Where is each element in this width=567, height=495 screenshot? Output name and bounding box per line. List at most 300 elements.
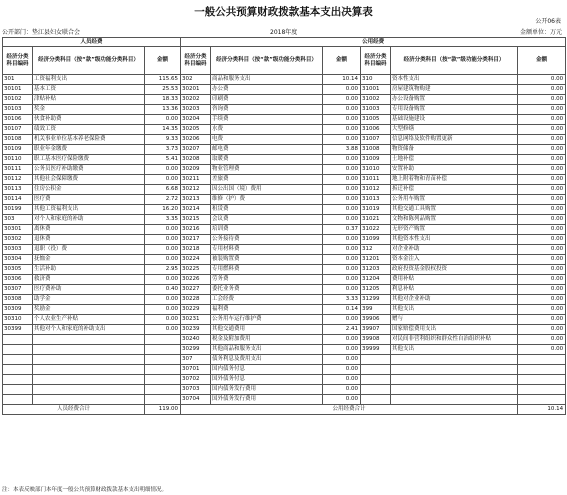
cell-name: 咨询费 — [211, 105, 323, 115]
cell-code: 30227 — [181, 285, 211, 295]
cell-name: 其他对企业补助 — [391, 295, 518, 305]
table-row — [3, 375, 566, 385]
cell-code — [3, 365, 33, 375]
cell-amount: 0.00 — [323, 115, 361, 125]
cell-amount: 0.00 — [518, 155, 566, 165]
cell-name: 水费 — [211, 125, 323, 135]
cell-code: 30228 — [181, 295, 211, 305]
table-row — [3, 365, 566, 375]
cell-name — [33, 335, 145, 345]
cell-amount: 0.00 — [518, 325, 566, 335]
report-header — [2, 27, 565, 36]
cell-code: 31009 — [361, 155, 391, 165]
cell-name: 差旅费 — [211, 175, 323, 185]
table-row — [3, 295, 566, 305]
cell-amount: 0.00 — [323, 355, 361, 365]
cell-code: 30208 — [181, 155, 211, 165]
cell-name: 生活补助 — [33, 265, 145, 275]
form-code: 公开06表 — [535, 18, 561, 25]
table-row — [3, 185, 566, 195]
cell-amount: 0.00 — [145, 295, 181, 305]
cell-amount: 0.00 — [323, 375, 361, 385]
cell-code: 31006 — [361, 125, 391, 135]
column-header-code: 经济分类科目编码 — [181, 47, 211, 75]
cell-code: 31003 — [361, 105, 391, 115]
cell-code: 30204 — [181, 115, 211, 125]
cell-code: 30199 — [3, 205, 33, 215]
fiscal-year: 2018年度 — [270, 29, 298, 36]
cell-amount: 13.36 — [145, 105, 181, 115]
cell-name: 维修（护）费 — [211, 195, 323, 205]
cell-name: 费用补贴 — [391, 275, 518, 285]
cell-code: 399 — [361, 305, 391, 315]
cell-name: 资本性支出 — [391, 75, 518, 85]
cell-amount: 10.14 — [323, 75, 361, 85]
cell-amount: 0.00 — [518, 245, 566, 255]
column-header-name: 经济分类科目（按“款”级功能分类科目） — [33, 47, 145, 75]
cell-amount — [145, 355, 181, 365]
cell-name: 无形资产购置 — [391, 225, 518, 235]
cell-name: 国外债务付息 — [211, 375, 323, 385]
cell-code: 30113 — [3, 185, 33, 195]
cell-name: 物资储备 — [391, 145, 518, 155]
cell-amount: 115.65 — [145, 75, 181, 85]
cell-name — [391, 385, 518, 395]
cell-amount: 0.00 — [323, 285, 361, 295]
cell-name: 其他支出 — [391, 305, 518, 315]
personnel-total-value: 119.00 — [145, 405, 181, 415]
cell-code: 30106 — [3, 115, 33, 125]
cell-code: 303 — [3, 215, 33, 225]
cell-amount: 0.00 — [323, 125, 361, 135]
cell-name: 其他商品和服务支出 — [211, 345, 323, 355]
cell-amount: 0.00 — [323, 105, 361, 115]
column-header-row — [3, 47, 566, 75]
table-row — [3, 325, 566, 335]
table-row — [3, 255, 566, 265]
cell-code: 30306 — [3, 275, 33, 285]
cell-amount: 0.00 — [323, 315, 361, 325]
cell-amount — [518, 365, 566, 375]
cell-code: 31008 — [361, 145, 391, 155]
cell-name: 住房公积金 — [33, 185, 145, 195]
cell-amount — [145, 395, 181, 405]
cell-code: 31022 — [361, 225, 391, 235]
cell-amount: 0.00 — [145, 235, 181, 245]
cell-name: 离休费 — [33, 225, 145, 235]
cell-code: 30702 — [181, 375, 211, 385]
table-row — [3, 155, 566, 165]
cell-amount: 0.00 — [323, 215, 361, 225]
cell-code: 30304 — [3, 255, 33, 265]
cell-code: 30109 — [3, 145, 33, 155]
cell-amount: 3.73 — [145, 145, 181, 155]
cell-amount — [145, 335, 181, 345]
cell-code: 30201 — [181, 85, 211, 95]
cell-amount: 0.00 — [323, 205, 361, 215]
table-row — [3, 385, 566, 395]
cell-name: 机关事业单位基本养老保险费 — [33, 135, 145, 145]
cell-amount: 0.00 — [323, 235, 361, 245]
cell-amount: 0.00 — [323, 365, 361, 375]
column-header-name: 经济分类科目（按“款”级功能分类科目） — [391, 47, 518, 75]
cell-name: 救济费 — [33, 275, 145, 285]
cell-name: 国内债务发行费用 — [211, 385, 323, 395]
table-row — [3, 275, 566, 285]
cell-name: 奖励金 — [33, 305, 145, 315]
cell-amount: 0.00 — [518, 185, 566, 195]
cell-name: 公务员医疗补助缴费 — [33, 165, 145, 175]
cell-amount: 0.00 — [518, 235, 566, 245]
cell-name: 房屋建筑物购建 — [391, 85, 518, 95]
cell-amount: 0.00 — [145, 175, 181, 185]
cell-amount: 0.00 — [145, 275, 181, 285]
cell-name — [391, 375, 518, 385]
cell-code: 30213 — [181, 195, 211, 205]
cell-code: 39999 — [361, 345, 391, 355]
cell-amount — [145, 345, 181, 355]
cell-code: 31013 — [361, 195, 391, 205]
cell-name — [391, 355, 518, 365]
cell-code: 30704 — [181, 395, 211, 405]
cell-amount: 9.33 — [145, 135, 181, 145]
cell-name: 公务用车运行维护费 — [211, 315, 323, 325]
cell-code: 30102 — [3, 95, 33, 105]
cell-name: 对个人和家庭的补助 — [33, 215, 145, 225]
column-header-amount: 金额 — [323, 47, 361, 75]
cell-amount: 0.00 — [518, 205, 566, 215]
cell-code — [3, 345, 33, 355]
cell-code: 31203 — [361, 265, 391, 275]
cell-name: 退职（役）费 — [33, 245, 145, 255]
cell-code: 312 — [361, 245, 391, 255]
cell-code: 30215 — [181, 215, 211, 225]
cell-name: 其他支出 — [391, 345, 518, 355]
cell-name — [33, 355, 145, 365]
cell-name: 地上附着物和青苗补偿 — [391, 175, 518, 185]
cell-amount: 0.00 — [323, 95, 361, 105]
cell-name: 土地补偿 — [391, 155, 518, 165]
cell-name: 职工基本医疗保险缴费 — [33, 155, 145, 165]
cell-name: 医疗费补助 — [33, 285, 145, 295]
cell-amount: 0.00 — [323, 155, 361, 165]
cell-amount: 0.00 — [518, 95, 566, 105]
personnel-section-header: 人员经费 — [3, 38, 181, 47]
cell-code: 39906 — [361, 315, 391, 325]
cell-amount: 0.14 — [323, 305, 361, 315]
cell-code: 31204 — [361, 275, 391, 285]
table-row — [3, 305, 566, 315]
table-row — [3, 175, 566, 185]
cell-name: 培训费 — [211, 225, 323, 235]
cell-amount: 0.00 — [518, 295, 566, 305]
cell-code: 30226 — [181, 275, 211, 285]
cell-name — [33, 395, 145, 405]
cell-code: 30224 — [181, 255, 211, 265]
cell-name: 公务用车购置 — [391, 195, 518, 205]
cell-amount: 0.00 — [518, 305, 566, 315]
cell-amount: 0.00 — [323, 245, 361, 255]
cell-name: 专用设备购置 — [391, 105, 518, 115]
cell-amount: 0.00 — [323, 265, 361, 275]
cell-name: 委托业务费 — [211, 285, 323, 295]
cell-code: 31012 — [361, 185, 391, 195]
public-total-label: 公用经费合计 — [181, 405, 518, 415]
cell-amount: 0.00 — [145, 315, 181, 325]
cell-amount: 0.00 — [323, 395, 361, 405]
table-row — [3, 195, 566, 205]
cell-name: 其他工资福利支出 — [33, 205, 145, 215]
public-total-value: 10.14 — [518, 405, 566, 415]
cell-amount: 0.00 — [518, 255, 566, 265]
cell-name: 租赁费 — [211, 205, 323, 215]
cell-code: 30239 — [181, 325, 211, 335]
cell-amount: 0.00 — [518, 285, 566, 295]
cell-code: 30101 — [3, 85, 33, 95]
cell-code — [361, 355, 391, 365]
column-header-code: 经济分类科目编码 — [361, 47, 391, 75]
cell-code: 30209 — [181, 165, 211, 175]
cell-code: 30214 — [181, 205, 211, 215]
cell-code: 30703 — [181, 385, 211, 395]
cell-amount: 0.00 — [518, 175, 566, 185]
cell-code: 307 — [181, 355, 211, 365]
cell-amount: 14.35 — [145, 125, 181, 135]
cell-code: 30231 — [181, 315, 211, 325]
table-row — [3, 75, 566, 85]
cell-amount: 0.00 — [323, 195, 361, 205]
cell-amount: 0.00 — [323, 175, 361, 185]
cell-code: 30399 — [3, 325, 33, 335]
cell-amount: 0.00 — [518, 315, 566, 325]
cell-amount: 0.00 — [518, 105, 566, 115]
cell-amount: 0.00 — [518, 125, 566, 135]
cell-code: 30303 — [3, 245, 33, 255]
column-header-code: 经济分类科目编码 — [3, 47, 33, 75]
cell-code: 30216 — [181, 225, 211, 235]
table-row — [3, 345, 566, 355]
cell-code: 30108 — [3, 135, 33, 145]
cell-name: 津贴补贴 — [33, 95, 145, 105]
cell-name: 医疗费 — [33, 195, 145, 205]
cell-name: 抚恤金 — [33, 255, 145, 265]
cell-name: 电费 — [211, 135, 323, 145]
cell-code: 301 — [3, 75, 33, 85]
cell-amount: 0.00 — [518, 195, 566, 205]
column-header-amount: 金额 — [145, 47, 181, 75]
cell-name: 奖金 — [33, 105, 145, 115]
amount-unit: 金额单位：万元 — [519, 29, 562, 36]
cell-name: 国内债务付息 — [211, 365, 323, 375]
cell-code — [3, 355, 33, 365]
cell-name: 政府投资基金股权投资 — [391, 265, 518, 275]
cell-amount: 0.00 — [145, 305, 181, 315]
cell-code: 30107 — [3, 125, 33, 135]
cell-name: 其他交通费用 — [211, 325, 323, 335]
cell-code — [361, 365, 391, 375]
cell-name: 利息补贴 — [391, 285, 518, 295]
cell-name: 专用材料费 — [211, 245, 323, 255]
cell-code: 39907 — [361, 325, 391, 335]
cell-name: 因公出国（境）费用 — [211, 185, 323, 195]
cell-code: 30207 — [181, 145, 211, 155]
cell-name: 基本工资 — [33, 85, 145, 95]
cell-amount — [518, 385, 566, 395]
cell-name: 债务利息及费用支出 — [211, 355, 323, 365]
table-row — [3, 315, 566, 325]
column-header-name: 经济分类科目（按“款”级功能分类科目） — [211, 47, 323, 75]
table-row — [3, 265, 566, 275]
cell-name — [33, 345, 145, 355]
cell-amount: 0.00 — [518, 75, 566, 85]
cell-amount: 3.33 — [323, 295, 361, 305]
cell-name: 国外债务发行费用 — [211, 395, 323, 405]
cell-code: 31299 — [361, 295, 391, 305]
cell-name: 税金及附加费用 — [211, 335, 323, 345]
cell-amount: 0.00 — [518, 275, 566, 285]
cell-code: 30111 — [3, 165, 33, 175]
cell-code: 30211 — [181, 175, 211, 185]
cell-amount: 0.00 — [323, 255, 361, 265]
cell-amount: 0.00 — [323, 135, 361, 145]
cell-code: 30307 — [3, 285, 33, 295]
cell-code: 30103 — [3, 105, 33, 115]
cell-amount — [145, 385, 181, 395]
cell-code: 30202 — [181, 95, 211, 105]
cell-name: 印刷费 — [211, 95, 323, 105]
cell-code — [3, 395, 33, 405]
cell-code — [3, 385, 33, 395]
cell-name — [33, 365, 145, 375]
cell-code: 30225 — [181, 265, 211, 275]
cell-code: 31099 — [361, 235, 391, 245]
cell-code: 31019 — [361, 205, 391, 215]
cell-name: 手续费 — [211, 115, 323, 125]
cell-code: 30305 — [3, 265, 33, 275]
cell-name: 会议费 — [211, 215, 323, 225]
cell-code: 30310 — [3, 315, 33, 325]
cell-amount: 0.00 — [323, 165, 361, 175]
cell-amount — [145, 375, 181, 385]
cell-amount: 0.37 — [323, 225, 361, 235]
table-row — [3, 145, 566, 155]
table-row — [3, 225, 566, 235]
cell-amount: 3.35 — [145, 215, 181, 225]
table-row — [3, 135, 566, 145]
cell-amount: 0.00 — [323, 185, 361, 195]
section-header-row — [3, 38, 566, 47]
cell-code: 30203 — [181, 105, 211, 115]
table-row — [3, 355, 566, 365]
cell-name: 个人农业生产补贴 — [33, 315, 145, 325]
personnel-total-label: 人员经费合计 — [3, 405, 145, 415]
table-row — [3, 85, 566, 95]
cell-name: 安置补助 — [391, 165, 518, 175]
cell-name: 邮电费 — [211, 145, 323, 155]
cell-amount: 2.95 — [145, 265, 181, 275]
cell-name: 拆迁补偿 — [391, 185, 518, 195]
cell-name: 退休费 — [33, 235, 145, 245]
footnote: 注：本表反映部门本年度一般公共预算财政拨款基本支出明细情况。 — [2, 487, 168, 493]
cell-name: 资本金注入 — [391, 255, 518, 265]
cell-code: 30110 — [3, 155, 33, 165]
report-title: 一般公共预算财政拨款基本支出决算表 — [194, 6, 373, 18]
table-row — [3, 95, 566, 105]
cell-amount: 0.00 — [518, 335, 566, 345]
cell-name: 职业年金缴费 — [33, 145, 145, 155]
cell-name: 其他社会保障缴费 — [33, 175, 145, 185]
cell-code: 30299 — [181, 345, 211, 355]
cell-amount: 0.00 — [518, 115, 566, 125]
cell-code: 30701 — [181, 365, 211, 375]
cell-name: 对企业补助 — [391, 245, 518, 255]
cell-amount: 0.00 — [323, 345, 361, 355]
cell-code: 310 — [361, 75, 391, 85]
cell-amount: 0.00 — [518, 135, 566, 145]
cell-code: 30301 — [3, 225, 33, 235]
cell-code — [3, 375, 33, 385]
cell-code: 30217 — [181, 235, 211, 245]
cell-code: 31007 — [361, 135, 391, 145]
cell-name: 被装购置费 — [211, 255, 323, 265]
cell-name: 办公设备购置 — [391, 95, 518, 105]
cell-amount: 16.20 — [145, 205, 181, 215]
cell-name: 取暖费 — [211, 155, 323, 165]
cell-name: 物业管理费 — [211, 165, 323, 175]
cell-code: 30302 — [3, 235, 33, 245]
cell-name: 对民间非营利组织和群众性自治组织补贴 — [391, 335, 518, 345]
cell-name — [33, 385, 145, 395]
cell-amount: 0.00 — [145, 115, 181, 125]
cell-name: 文物和陈列品购置 — [391, 215, 518, 225]
cell-code: 39908 — [361, 335, 391, 345]
cell-name: 劳务费 — [211, 275, 323, 285]
cell-code — [361, 385, 391, 395]
cell-name: 其他对个人和家庭的补助支出 — [33, 325, 145, 335]
cell-name: 伙食补助费 — [33, 115, 145, 125]
cell-amount: 0.00 — [323, 335, 361, 345]
cell-amount: 25.53 — [145, 85, 181, 95]
table-row — [3, 165, 566, 175]
cell-name: 绩效工资 — [33, 125, 145, 135]
table-row — [3, 335, 566, 345]
cell-name: 工资福利支出 — [33, 75, 145, 85]
cell-name — [391, 365, 518, 375]
cell-amount: 3.88 — [323, 145, 361, 155]
cell-code — [361, 375, 391, 385]
cell-amount: 0.00 — [323, 385, 361, 395]
cell-code: 31005 — [361, 115, 391, 125]
cell-code: 30112 — [3, 175, 33, 185]
table-body — [3, 75, 566, 405]
table-row — [3, 205, 566, 215]
expenditure-table — [2, 37, 566, 415]
cell-amount: 6.68 — [145, 185, 181, 195]
cell-name: 公务接待费 — [211, 235, 323, 245]
cell-amount: 0.00 — [145, 325, 181, 335]
cell-code: 31002 — [361, 95, 391, 105]
cell-name — [33, 375, 145, 385]
table-row — [3, 285, 566, 295]
cell-code: 30308 — [3, 295, 33, 305]
cell-amount: 0.00 — [518, 145, 566, 155]
cell-amount: 0.00 — [518, 215, 566, 225]
cell-code: 31001 — [361, 85, 391, 95]
cell-code: 31010 — [361, 165, 391, 175]
table-row — [3, 105, 566, 115]
cell-code: 31205 — [361, 285, 391, 295]
column-header-amount: 金额 — [518, 47, 566, 75]
